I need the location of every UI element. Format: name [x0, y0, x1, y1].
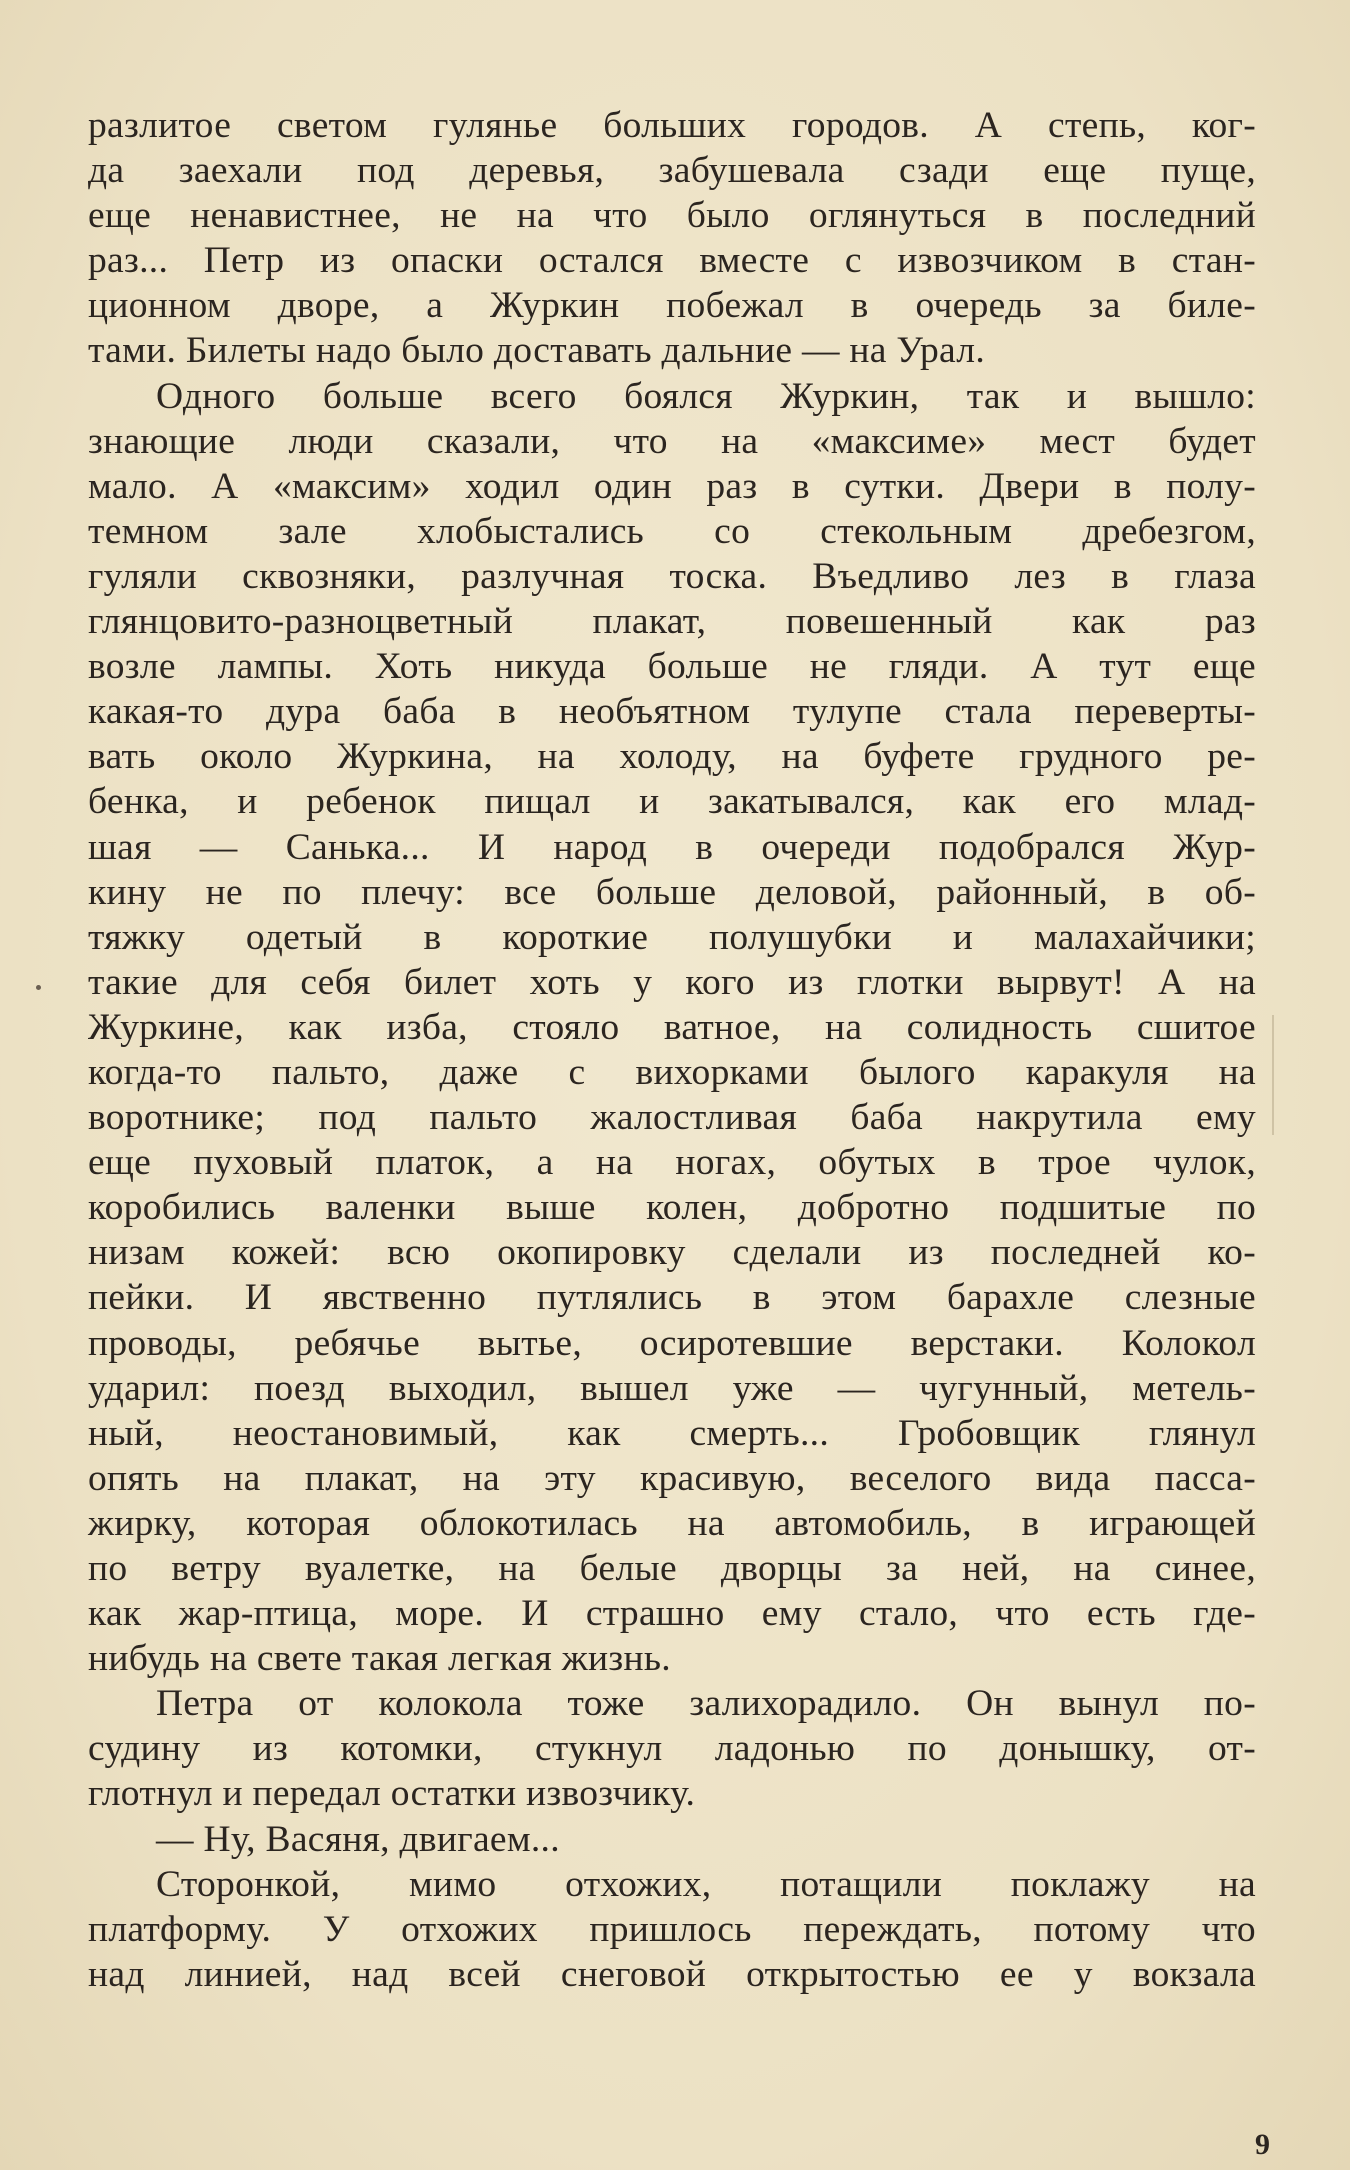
margin-mark	[1272, 1015, 1274, 1135]
text-line: вать около Журкина, на холоду, на буфете грудного ре-	[88, 736, 1256, 778]
text-line: раз... Петр из опаски остался вместе с извозчиком в стан-	[88, 240, 1256, 282]
text-line: воротнике; под пальто жалостливая баба накрутила ему	[88, 1097, 1256, 1139]
text-line: платформу. У отхожих пришлось переждать, потому что	[88, 1908, 1256, 1950]
text-line: возле лампы. Хоть никуда больше не гляди. А тут еще	[88, 646, 1256, 688]
text-line: да заехали под деревья, забушевала сзади еще пуще,	[88, 150, 1256, 192]
text-line: еще ненавистнее, не на что было оглянуться в последний	[88, 195, 1256, 237]
text-line: тяжку одетый в короткие полушубки и малахайчики;	[88, 916, 1256, 958]
text-line: тами. Билеты надо было доставать дальние — на Урал.	[88, 330, 985, 372]
page-number: 9	[1255, 2128, 1270, 2161]
text-line: Одного больше всего боялся Журкин, так и вышло:	[156, 375, 1256, 417]
text-line: жирку, которая облокотилась на автомобиль, в играющей	[88, 1502, 1256, 1544]
text-line: как жар-птица, море. И страшно ему стало, что есть где-	[88, 1593, 1256, 1635]
text-line: кину не по плечу: все больше деловой, районный, в об-	[88, 871, 1256, 913]
text-line: — Ну, Васяня, двигаем...	[156, 1818, 560, 1860]
text-line: бенка, и ребенок пищал и закатывался, как его млад-	[88, 781, 1256, 823]
text-line: знающие люди сказали, что на «максиме» мест будет	[88, 420, 1256, 462]
text-line: Журкине, как изба, стояло ватное, на солидность сшитое	[88, 1006, 1256, 1048]
text-line: коробились валенки выше колен, добротно подшитые по	[88, 1187, 1256, 1229]
text-line: гуляли сквозняки, разлучная тоска. Въедливо лез в глаза	[88, 555, 1256, 597]
text-line: глотнул и передал остатки извозчику.	[88, 1773, 696, 1815]
text-line: шая — Санька... И народ в очереди подобрался Жур-	[88, 826, 1256, 868]
text-line: ударил: поезд выходил, вышел уже — чугунный, метель-	[88, 1367, 1256, 1409]
text-line: глянцовито-разноцветный плакат, повешенный как раз	[88, 601, 1256, 643]
body-text	[88, 103, 1256, 1997]
text-line: когда-то пальто, даже с вихорками былого каракуля на	[88, 1051, 1256, 1093]
text-line: разлитое светом гулянье больших городов. А степь, ког-	[88, 105, 1256, 146]
text-line: мало. А «максим» ходил один раз в сутки. Двери в полу-	[88, 465, 1256, 507]
text-line: темном зале хлобыстались со стекольным дребезгом,	[88, 510, 1256, 552]
text-line: над линией, над всей снеговой открытостью ее у вокзала	[88, 1953, 1256, 1995]
text-line: какая-то дура баба в необъятном тулупе стала переверты-	[88, 691, 1256, 733]
text-line: низам кожей: всю окопировку сделали из последней ко-	[88, 1232, 1256, 1274]
text-line: судину из котомки, стукнул ладонью по донышку, от-	[88, 1728, 1256, 1770]
text-line: Сторонкой, мимо отхожих, потащили поклажу на	[156, 1863, 1256, 1905]
text-line: такие для себя билет хоть у кого из глотки вырвут! А на	[88, 961, 1256, 1003]
text-line: опять на плакат, на эту красивую, веселого вида пасса-	[88, 1457, 1256, 1499]
text-line: ный, неостановимый, как смерть... Гробовщик глянул	[88, 1412, 1256, 1454]
text-line: еще пуховый платок, а на ногах, обутых в трое чулок,	[88, 1142, 1256, 1184]
text-line: ционном дворе, а Журкин побежал в очередь за биле-	[88, 285, 1256, 327]
text-line: пейки. И явственно путлялись в этом барахле слезные	[88, 1277, 1256, 1319]
text-line: нибудь на свете такая легкая жизнь.	[88, 1638, 671, 1680]
text-line: проводы, ребячье вытье, осиротевшие верстаки. Колокол	[88, 1322, 1256, 1364]
text-line: по ветру вуалетке, на белые дворцы за ней, на синее,	[88, 1548, 1256, 1589]
text-line: Петра от колокола тоже залихорадило. Он вынул по-	[156, 1683, 1256, 1725]
margin-dot	[36, 985, 41, 990]
